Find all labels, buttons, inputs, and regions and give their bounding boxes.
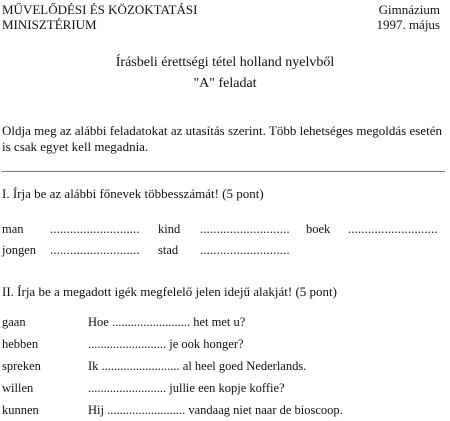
verb-sentence[interactable]: Hij ......................... vandaag niet naar de bioscoop. bbox=[88, 403, 343, 417]
verb: kunnen bbox=[2, 403, 39, 417]
divider bbox=[2, 171, 445, 172]
noun-word: kind bbox=[158, 222, 181, 236]
verb: willen bbox=[2, 381, 34, 395]
section-1-title: I. Írja be az alábbi főnevek többesszámát! (5 pont) bbox=[2, 186, 264, 201]
verb: spreken bbox=[2, 359, 41, 373]
exam-title: Írásbeli érettségi tétel holland nyelvből bbox=[115, 55, 335, 70]
section-2-title: II. Írja be a megadott igék megfelelő jelen idejű alakját! (5 pont) bbox=[2, 284, 337, 299]
noun-blank[interactable]: ........................... bbox=[200, 222, 290, 236]
noun-blank[interactable]: ........................... bbox=[348, 222, 438, 236]
verb: gaan bbox=[2, 315, 26, 329]
ministry-line-2: MINISZTÉRIUM bbox=[2, 17, 97, 32]
instructions: Oldja meg az alábbi feladatokat az utasítás szerint. Több lehetséges megoldás esetén is csak egyet kell megadnia. bbox=[2, 123, 442, 154]
exam-date: 1997. május bbox=[376, 17, 440, 32]
noun-blank[interactable]: ........................... bbox=[200, 243, 290, 257]
verb-sentence[interactable]: Ik ......................... al heel goed Nederlands. bbox=[88, 359, 307, 373]
ministry-line-1: MŰVELŐDÉSI ÉS KÖZOKTATÁSI bbox=[2, 2, 198, 17]
noun-word: boek bbox=[306, 222, 331, 236]
school-date-header bbox=[376, 2, 440, 32]
verb: hebben bbox=[2, 337, 39, 351]
verb-sentence[interactable]: ......................... jullie een kopje koffie? bbox=[88, 381, 285, 395]
noun-blank[interactable]: ........................... bbox=[50, 222, 140, 236]
school-type: Gimnázium bbox=[378, 2, 440, 17]
noun-word: man bbox=[2, 222, 24, 236]
noun-word: stad bbox=[158, 243, 179, 257]
noun-word: jongen bbox=[2, 243, 37, 257]
exam-subtitle: "A" feladat bbox=[193, 76, 257, 91]
verb-sentence[interactable]: ......................... je ook honger? bbox=[88, 337, 244, 351]
ministry-header bbox=[2, 2, 197, 32]
verb-sentence[interactable]: Hoe ......................... het met u? bbox=[88, 315, 246, 329]
noun-blank[interactable]: ........................... bbox=[50, 243, 140, 257]
